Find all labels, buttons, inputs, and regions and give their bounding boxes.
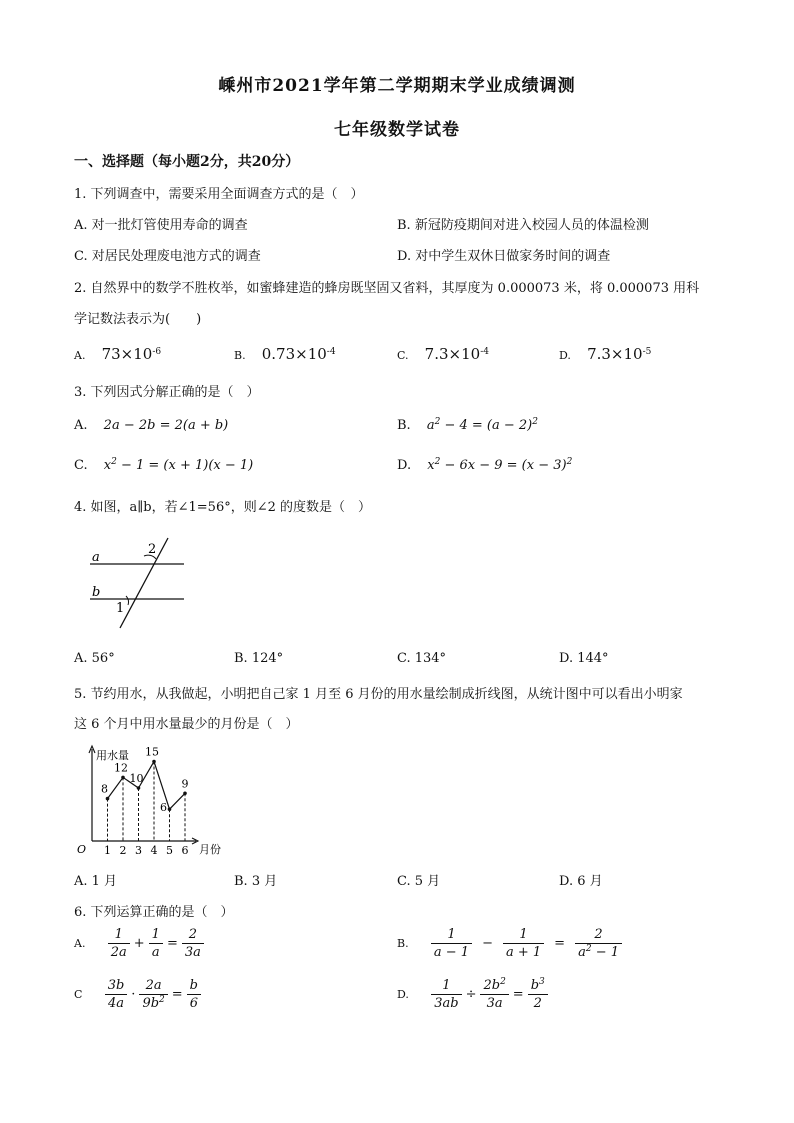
q3-stem: 3. 下列因式分解正确的是（ ） xyxy=(74,385,260,400)
math-var: 9b xyxy=(142,996,160,1011)
denominator: 3ab xyxy=(434,996,459,1011)
denominator: 6 xyxy=(189,996,198,1011)
q5-stem-line1: 5. 节约用水，从我做起，小明把自己家 1 月至 6 月份的用水量绘制成折线图，从统计图中可以看出小明家 xyxy=(74,687,683,702)
math-text: − 1 = (x + 1)(x − 1) xyxy=(116,458,254,473)
fraction xyxy=(182,926,204,961)
data-point xyxy=(137,786,141,790)
option-label: A. xyxy=(74,937,86,950)
q2-option-b xyxy=(234,345,336,363)
fraction xyxy=(139,977,167,1012)
sci-exponent: -5 xyxy=(642,347,652,357)
q5-option-a: A. 1 月 xyxy=(74,874,118,889)
option-expression xyxy=(427,458,572,473)
math-exponent: 2 xyxy=(159,995,165,1005)
math-var: x xyxy=(427,458,435,473)
x-axis-label: 月份 xyxy=(199,843,221,856)
q1-option-c: C. 对居民处理废电池方式的调查 xyxy=(74,249,261,264)
math-exponent: 2 xyxy=(566,457,573,467)
fraction xyxy=(108,926,130,961)
fraction xyxy=(575,926,622,961)
q5-option-b: B. 3 月 xyxy=(234,874,278,889)
q6-option-a xyxy=(74,926,206,961)
sci-base: 73×10 xyxy=(101,345,153,363)
operator: ÷ xyxy=(465,987,477,1002)
x-tick-label: 1 xyxy=(104,844,111,857)
numerator: 1 xyxy=(431,977,461,995)
q4-option-d: D. 144° xyxy=(559,651,609,666)
option-label: D. xyxy=(559,349,571,362)
denominator xyxy=(575,944,622,961)
x-tick-label: 4 xyxy=(150,844,158,857)
sci-base: 7.3×10 xyxy=(587,345,643,363)
water-usage-line-chart xyxy=(74,743,224,861)
q3-option-c xyxy=(74,458,253,473)
q2-stem-line2: 学记数法表示为( ) xyxy=(74,312,202,327)
data-label: 6 xyxy=(160,801,167,815)
label-angle1: 1 xyxy=(116,601,125,616)
parallel-lines-figure xyxy=(86,536,191,632)
sci-exponent: -4 xyxy=(480,347,489,357)
numerator: 2 xyxy=(575,926,622,944)
data-label: 9 xyxy=(181,777,189,791)
data-point xyxy=(152,760,156,764)
option-expression xyxy=(587,345,651,363)
denominator: a + 1 xyxy=(505,945,542,960)
numerator: 1 xyxy=(431,926,472,944)
data-label: 12 xyxy=(114,761,128,775)
numerator: 2 xyxy=(182,926,204,944)
option-expression: 2a − 2b = 2(a + b) xyxy=(103,418,229,433)
denominator: 2 xyxy=(533,996,542,1011)
option-label: B. xyxy=(397,937,409,950)
q1-option-b: B. 新冠防疫期间对进入校园人员的体温检测 xyxy=(397,218,649,233)
math-var: x xyxy=(103,458,112,473)
label-a: a xyxy=(92,550,100,565)
q5-option-d: D. 6 月 xyxy=(559,874,603,889)
x-tick-label: 3 xyxy=(135,844,142,857)
fraction xyxy=(105,977,128,1012)
denominator: a − 1 xyxy=(433,945,470,960)
option-label: C. xyxy=(397,349,409,362)
fraction xyxy=(503,926,544,961)
operator: − xyxy=(482,936,493,951)
label-b: b xyxy=(92,585,101,600)
option-label: C. xyxy=(74,458,88,473)
math-var: b xyxy=(530,978,540,993)
math-var: 2b xyxy=(483,978,501,993)
denominator xyxy=(139,995,167,1012)
q1-option-a: A. 对一批灯管使用寿命的调查 xyxy=(74,218,248,233)
operator: = xyxy=(171,987,183,1002)
label-angle2: 2 xyxy=(148,542,157,557)
math-exponent: 2 xyxy=(434,457,441,467)
data-point xyxy=(121,776,125,780)
math-text: − 6x − 9 = (x − 3) xyxy=(440,458,567,473)
fraction xyxy=(431,977,461,1012)
option-label: B. xyxy=(234,349,246,362)
math-var: a xyxy=(426,418,435,433)
fraction xyxy=(528,977,548,1012)
x-tick-label: 6 xyxy=(181,844,189,857)
option-label: D. xyxy=(397,458,412,473)
operator: + xyxy=(133,936,145,951)
option-expression xyxy=(427,418,538,433)
math-exponent: 2 xyxy=(111,457,117,467)
q1-stem: 1. 下列调查中，需要采用全面调查方式的是（ ） xyxy=(74,187,364,202)
q4-option-b: B. 124° xyxy=(234,651,284,666)
fraction xyxy=(149,926,163,961)
q6-option-c xyxy=(74,977,203,1012)
y-axis-label: 用水量 xyxy=(96,749,129,762)
option-label: B. xyxy=(397,418,411,433)
data-point xyxy=(168,807,172,811)
sci-base: 7.3×10 xyxy=(424,345,481,363)
origin-label: O xyxy=(77,843,87,856)
q6-stem: 6. 下列运算正确的是（ ） xyxy=(74,905,234,920)
option-expression xyxy=(425,345,489,363)
transversal-line xyxy=(120,538,168,628)
sci-base: 0.73×10 xyxy=(261,345,327,363)
math-exponent: 2 xyxy=(585,944,592,954)
q6-option-d xyxy=(397,977,550,1012)
q2-stem-line1: 2. 自然界中的数学不胜枚举，如蜜蜂建造的蜂房既坚固又省料，其厚度为 0.000073 米，将 0.000073 用科 xyxy=(74,281,700,296)
numerator: 1 xyxy=(108,926,130,944)
data-label: 10 xyxy=(129,772,144,785)
option-expression xyxy=(104,458,253,473)
fraction xyxy=(187,977,201,1012)
fraction xyxy=(480,977,508,1012)
sci-exponent: -4 xyxy=(326,347,336,357)
q3-option-d xyxy=(397,458,572,473)
data-point xyxy=(106,797,110,801)
q5-stem-line2: 这 6 个月中用水量最少的月份是（ ） xyxy=(74,717,299,732)
denominator: a xyxy=(151,945,160,960)
q3-option-b xyxy=(397,418,538,433)
q6-option-b xyxy=(397,926,624,961)
numerator: 3b xyxy=(105,977,128,995)
q5-option-c: C. 5 月 xyxy=(397,874,441,889)
operator: = xyxy=(166,936,178,951)
math-var: a xyxy=(578,945,586,960)
q2-option-c xyxy=(397,345,489,363)
operator: = xyxy=(512,987,524,1002)
numerator: b xyxy=(187,977,201,995)
numerator xyxy=(480,977,508,995)
option-label: A. xyxy=(74,418,88,433)
q3-option-a xyxy=(74,418,228,433)
denominator: 4a xyxy=(107,996,125,1011)
math-exponent: 2 xyxy=(434,417,441,427)
denominator: 2a xyxy=(110,945,127,960)
operator: = xyxy=(554,936,566,951)
exam-title: 嵊州市2021学年第二学期期末学业成绩调测 xyxy=(218,76,576,96)
denominator: 3a xyxy=(184,945,201,960)
q4-stem: 4. 如图，a∥b，若∠1=56°，则∠2 的度数是（ ） xyxy=(74,500,372,515)
data-label: 8 xyxy=(101,782,108,796)
angle1-arc xyxy=(126,596,128,605)
option-expression xyxy=(262,345,336,363)
option-label: D. xyxy=(397,988,409,1001)
sci-exponent: -6 xyxy=(152,347,162,357)
math-text: − 1 xyxy=(591,945,619,960)
data-label: 15 xyxy=(145,745,159,759)
numerator xyxy=(528,977,548,995)
x-tick-label: 2 xyxy=(119,844,127,857)
q4-option-c: C. 134° xyxy=(397,651,447,666)
numerator: 1 xyxy=(149,926,163,944)
math-exponent: 2 xyxy=(532,417,538,427)
fraction xyxy=(431,926,472,961)
numerator: 1 xyxy=(503,926,544,944)
q4-option-a: A. 56° xyxy=(74,651,115,666)
option-label: A. xyxy=(74,349,86,362)
denominator: 3a xyxy=(486,996,503,1011)
option-expression xyxy=(102,345,162,363)
operator: · xyxy=(131,987,136,1002)
math-exponent: 2 xyxy=(500,977,506,987)
q2-option-a xyxy=(74,345,161,363)
math-exponent: 3 xyxy=(539,977,545,987)
q2-option-d xyxy=(559,345,651,363)
exam-subtitle: 七年级数学试卷 xyxy=(334,120,460,140)
q1-option-d: D. 对中学生双休日做家务时间的调查 xyxy=(397,249,611,264)
math-text: − 4 = (a − 2) xyxy=(440,418,533,433)
numerator: 2a xyxy=(139,977,167,995)
option-label: C xyxy=(74,988,83,1001)
x-tick-label: 5 xyxy=(166,844,173,857)
data-point xyxy=(183,792,187,796)
section-heading: 一、选择题（每小题2分，共20分） xyxy=(74,154,300,170)
